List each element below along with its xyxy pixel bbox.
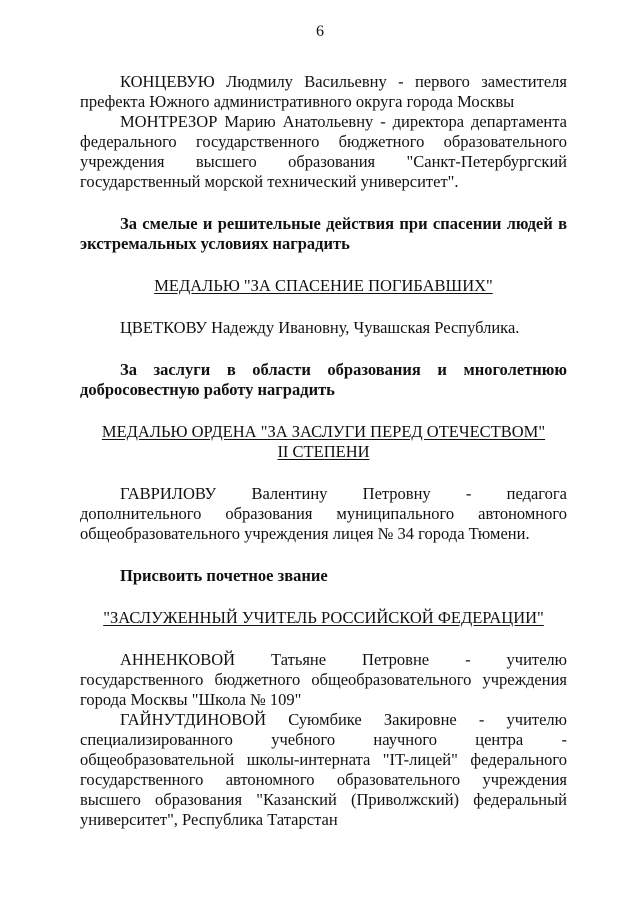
paragraph-gavrilova: ГАВРИЛОВУ Валентину Петровну - педагога дополнительного образования муниципального автономного общеобразовательного учреждения лицея № 34 города Тюмени. bbox=[80, 484, 567, 543]
paragraph-annenkova: АННЕНКОВОЙ Татьяне Петровне - учителю государственного бюджетного общеобразовательного учреждения города Москвы "Школа № 109" bbox=[80, 650, 567, 709]
paragraph-gainutdinova: ГАЙНУТДИНОВОЙ Суюмбике Закировне - учителю специализированного учебного научного центра - общеобразовательной школы-интерната "IT-лицей" федерального государственного автономного образовательного учреждения высшего образования "Казанский (Приволжский) федеральный университет", Республика Татарстан bbox=[80, 710, 567, 829]
paragraph-tsvetkova: ЦВЕТКОВУ Надежду Ивановну, Чувашская Республика. bbox=[120, 318, 520, 337]
paragraph-kontsevaya: КОНЦЕВУЮ Людмилу Васильевну - первого заместителя префекта Южного административного округа города Москвы bbox=[80, 72, 567, 111]
honorary-title-heading-text: "ЗАСЛУЖЕННЫЙ УЧИТЕЛЬ РОССИЙСКОЙ ФЕДЕРАЦИИ" bbox=[103, 608, 544, 627]
award-heading-order-medal-line2: II СТЕПЕНИ bbox=[277, 442, 370, 461]
award-heading-rescue-text: МЕДАЛЬЮ "ЗА СПАСЕНИЕ ПОГИБАВШИХ" bbox=[154, 276, 493, 295]
page-number: 6 bbox=[316, 23, 324, 40]
honorary-title-heading bbox=[80, 608, 567, 628]
award-heading-order-medal-line1: МЕДАЛЬЮ ОРДЕНА "ЗА ЗАСЛУГИ ПЕРЕД ОТЕЧЕСТВОМ" bbox=[101, 422, 546, 441]
document-body bbox=[80, 72, 567, 830]
award-heading-rescue bbox=[80, 276, 567, 296]
award-heading-order-medal bbox=[80, 422, 567, 462]
decree-rescue: За смелые и решительные действия при спасении людей в экстремальных условиях наградить bbox=[80, 214, 567, 253]
decree-honorary-title: Присвоить почетное звание bbox=[120, 566, 328, 585]
decree-education: За заслуги в области образования и многолетнюю добросовестную работу наградить bbox=[80, 360, 567, 399]
paragraph-montrezor: МОНТРЕЗОР Марию Анатольевну - директора департамента федерального государственного бюджетного образовательного учреждения высшего образования "Санкт-Петербургский государственный морской технический университет". bbox=[80, 112, 567, 191]
